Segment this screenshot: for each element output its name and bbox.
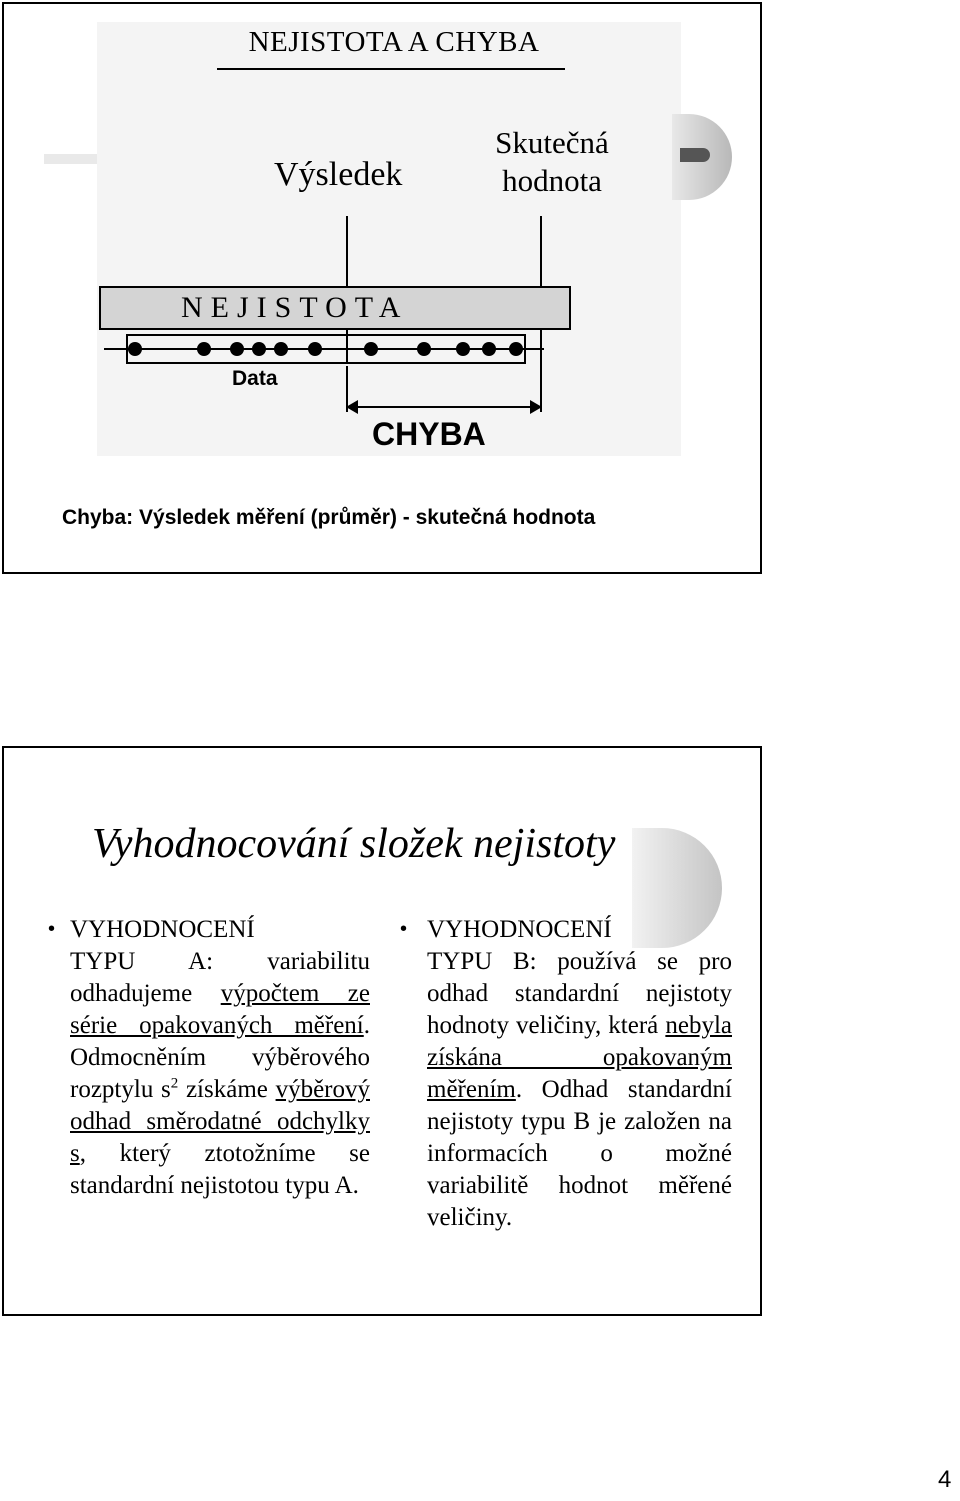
error-arrow-line <box>348 406 540 408</box>
page-number: 4 <box>938 1466 952 1493</box>
decorative-swoosh-accent <box>680 148 710 162</box>
text-fragment: . Odhad standardní nejistoty typu B je založen na informacích o možné variabilitě hodnot měřené veličiny. <box>427 1076 732 1231</box>
slide-uncertainty-error <box>2 2 762 574</box>
bullet-icon: • <box>400 918 408 940</box>
data-point <box>252 342 266 356</box>
error-definition-caption: Chyba: Výsledek měření (průměr) - skutečná hodnota <box>62 506 596 529</box>
data-point <box>364 342 378 356</box>
type-a-heading-line2: TYPU A: <box>70 948 214 975</box>
type-b-evaluation-text <box>427 914 732 1234</box>
uncertainty-bar: NEJISTOTA <box>99 286 571 330</box>
data-point <box>308 342 322 356</box>
error-label: CHYBA <box>372 416 486 452</box>
bullet-icon: • <box>48 918 56 940</box>
slide-uncertainty-evaluation <box>2 746 762 1316</box>
error-arrowhead-right <box>530 400 542 414</box>
data-point <box>274 342 288 356</box>
type-b-heading-line1: VYHODNOCENÍ <box>427 916 612 943</box>
text-fragment: používá se pro odhad standardní nejistoty hodnoty veličiny, která <box>427 948 732 1039</box>
true-value-label <box>482 124 622 200</box>
decorative-band <box>44 154 102 164</box>
data-point <box>230 342 244 356</box>
data-point <box>456 342 470 356</box>
data-point <box>509 342 523 356</box>
data-point <box>482 342 496 356</box>
underlined-phrase: výpočtem ze série opakovaných měření <box>70 980 370 1039</box>
text-fragment: variabilitu odhadujeme <box>70 948 370 1007</box>
title-underline <box>217 68 565 70</box>
data-label: Data <box>232 367 278 390</box>
data-point <box>197 342 211 356</box>
result-label: Výsledek <box>274 156 403 193</box>
data-point <box>128 342 142 356</box>
underlined-phrase: nebyla získána opakovaným měřením <box>427 1012 732 1103</box>
type-a-heading-line1: VYHODNOCENÍ <box>70 916 255 943</box>
slide-title: Vyhodnocování složek nejistoty <box>92 821 616 867</box>
type-b-heading-line2: TYPU B: <box>427 948 537 975</box>
slide-title: NEJISTOTA A CHYBA <box>248 26 540 58</box>
superscript: 2 <box>170 1075 179 1092</box>
figure-background <box>97 22 681 456</box>
type-a-evaluation-text <box>70 914 370 1202</box>
true-value-label-line2: hodnota <box>502 163 602 198</box>
text-fragment: , který ztotožníme se standardní nejistotou typu A. <box>70 1140 370 1199</box>
error-arrowhead-left <box>346 400 358 414</box>
underlined-phrase: výběrový odhad směrodatné odchylky s <box>70 1076 370 1167</box>
data-point <box>417 342 431 356</box>
text-fragment: získáme <box>178 1076 276 1103</box>
text-fragment: . Odmocněním výběrového rozptylu s <box>70 1012 370 1103</box>
true-value-label-line1: Skutečná <box>495 125 609 160</box>
